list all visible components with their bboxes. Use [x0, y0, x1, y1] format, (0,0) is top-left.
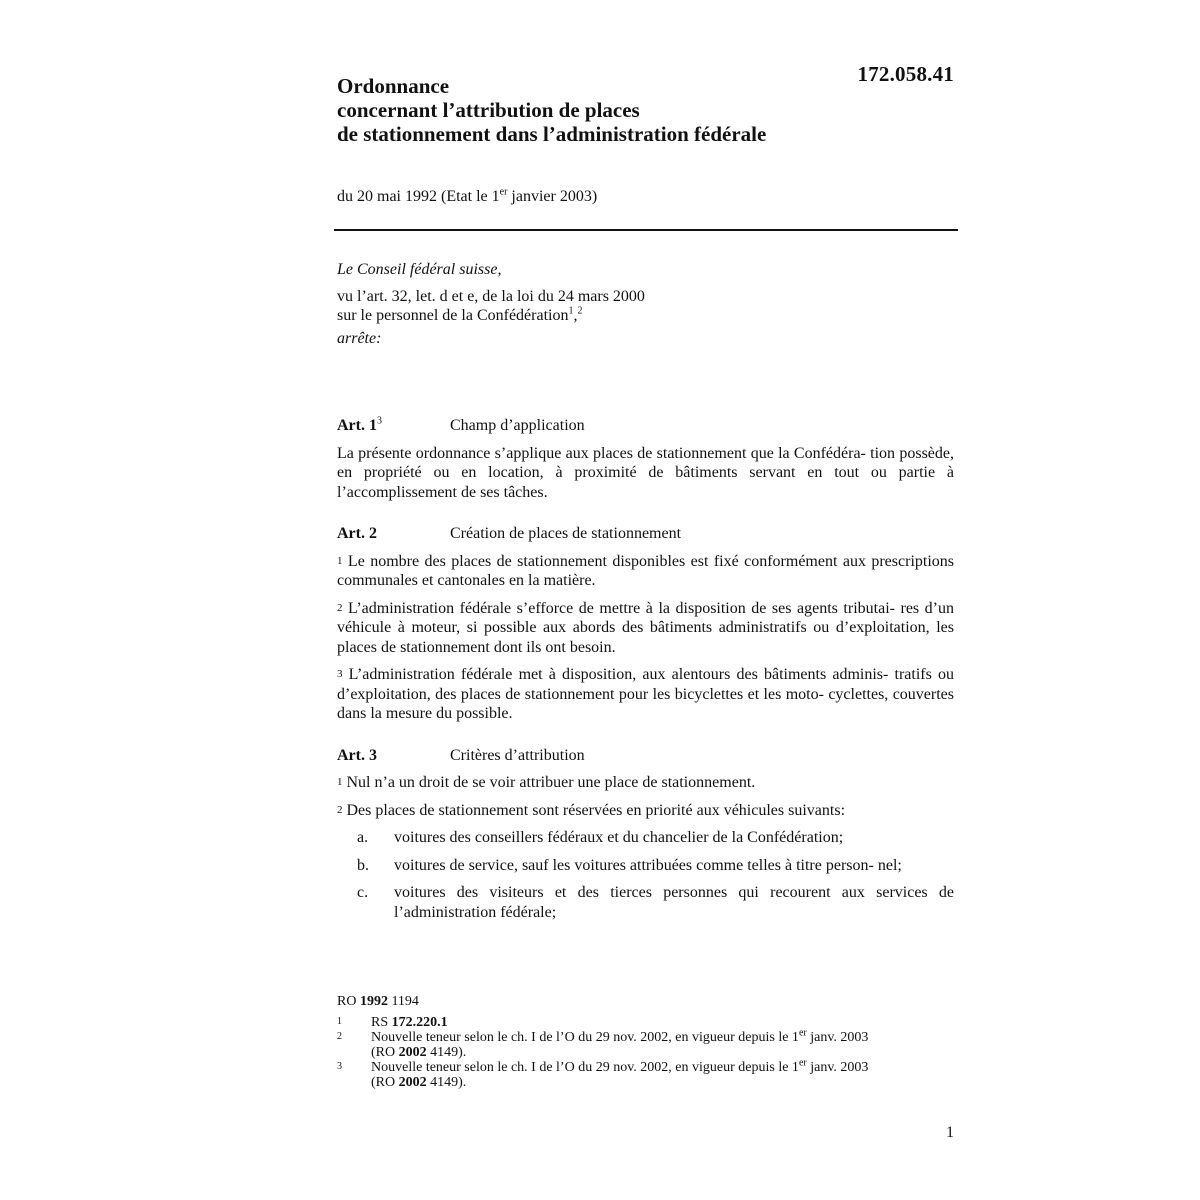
footnote-text — [371, 1027, 954, 1060]
ro-page: 1194 — [387, 994, 419, 1009]
footnote-text-a: Nouvelle teneur selon le ch. I de l’O du 29 nov. 2002, en vigueur depuis le 1 — [371, 1030, 799, 1045]
paragraph-number: 2 — [337, 803, 343, 816]
list-item — [337, 883, 954, 922]
list-item — [337, 828, 954, 848]
basis-text: sur le personnel de la Confédération — [337, 307, 569, 324]
document-body — [337, 416, 954, 944]
footnote-number: 2 — [337, 1031, 342, 1042]
document-date — [337, 188, 597, 206]
footnote-sup: er — [798, 1027, 807, 1039]
footnotes — [337, 994, 954, 1090]
footnote-item — [337, 1027, 954, 1060]
list-text: voitures des visiteurs et des tierces personnes qui recourent aux services de l’administration fédérale; — [394, 884, 954, 921]
list-item — [337, 856, 954, 876]
footnote-text — [371, 1057, 954, 1090]
document-title — [337, 74, 766, 146]
title-line: de stationnement dans l’administration fédérale — [337, 122, 767, 146]
footnote-text-c: (RO — [371, 1075, 399, 1090]
paragraph-text: L’administration fédérale met à disposition, aux alentours des bâtiments adminis- tratifs ou d’exploitation, des places de stationnement pour les bicyclettes et les moto- cyclettes, couvertes dans la mesure du possible. — [337, 666, 955, 722]
date-suffix: janvier 2003) — [507, 188, 598, 205]
article-number-text: Art. 1 — [337, 417, 377, 434]
article-paragraph — [337, 665, 954, 724]
article-number: Art. 3 — [337, 746, 377, 764]
title-line: concernant l’attribution de places — [337, 98, 640, 122]
preamble-decree: arrête: — [337, 330, 382, 347]
page-number: 1 — [946, 1124, 954, 1141]
paragraph-number: 1 — [337, 554, 343, 567]
article-title: Création de places de stationnement — [450, 525, 682, 542]
footnote-number: 1 — [337, 1016, 342, 1027]
preamble-basis-line: vu l’art. 32, let. d et e, de la loi du 24 mars 2000 — [337, 288, 645, 305]
article-paragraph — [337, 599, 954, 658]
paragraph-number: 2 — [337, 601, 343, 614]
article-paragraph: La présente ordonnance s’applique aux places de stationnement que la Confédéra- tion possède, en propriété ou en location, à proximité de bâtiments servant en tout ou partie à l’accomplissement de ses tâches. — [337, 444, 954, 501]
article-3 — [337, 746, 954, 923]
footnote-bold: 2002 — [398, 1075, 427, 1090]
footnote-bold: 172.220.1 — [391, 1015, 448, 1030]
ro-year: 1992 — [359, 994, 388, 1009]
footnote-text-d: 4149). — [426, 1075, 467, 1090]
footnote-text-a: Nouvelle teneur selon le ch. I de l’O du 29 nov. 2002, en vigueur depuis le 1 — [371, 1060, 799, 1075]
preamble-basis-line — [337, 306, 954, 325]
footnote-text-b: janv. 2003 — [806, 1030, 869, 1045]
article-number: Art. 2 — [337, 525, 377, 542]
criteria-list — [337, 828, 954, 922]
title-line: Ordonnance — [337, 74, 450, 98]
footnote-text-c: (RO — [371, 1045, 399, 1060]
ro-prefix: RO — [337, 994, 360, 1009]
article-number — [337, 416, 450, 436]
document-page — [337, 0, 954, 1200]
article-heading — [337, 746, 954, 766]
ro-reference — [337, 994, 954, 1009]
list-text: voitures de service, sauf les voitures attribuées comme telles à titre person- nel; — [394, 856, 902, 874]
footnote-text — [371, 1015, 954, 1030]
footnote-prefix: RS — [371, 1015, 392, 1030]
article-paragraph — [337, 773, 954, 793]
footnote-ref[interactable]: 1 — [568, 305, 574, 317]
footnote-item — [337, 1015, 954, 1030]
footnote-text-b: janv. 2003 — [806, 1060, 869, 1075]
footnote-sup: er — [798, 1057, 807, 1069]
paragraph-text: Le nombre des places de stationnement disponibles est fixé conformément aux prescriptions communales et cantonales en la matière. — [337, 552, 955, 589]
article-paragraph — [337, 801, 954, 821]
article-title: Champ d’application — [450, 417, 585, 434]
paragraph-text: Des places de stationnement sont réservées en priorité aux véhicules suivants: — [346, 801, 846, 819]
paragraph-text: Nul n’a un droit de se voir attribuer une place de stationnement. — [346, 774, 756, 791]
header-divider — [334, 229, 958, 231]
list-text: voitures des conseillers fédéraux et du chancelier de la Confédération; — [394, 829, 844, 846]
article-1 — [337, 416, 954, 502]
date-prefix: du 20 mai 1992 (Etat le 1 — [337, 188, 500, 205]
footnote-number: 3 — [337, 1061, 342, 1072]
footnote-text-d: 4149). — [426, 1045, 467, 1060]
footnote-ref[interactable]: 2 — [577, 305, 583, 317]
paragraph-text: L’administration fédérale s’efforce de mettre à la disposition de ses agents tributai- res d’un véhicule à moteur, si possible aux abords des bâtiments administratifs ou d’exploitation, les places de stationnement dont ils ont besoin. — [337, 599, 955, 656]
list-letter: a. — [357, 829, 369, 846]
paragraph-number: 3 — [337, 668, 343, 680]
article-2 — [337, 524, 954, 724]
preamble-author: Le Conseil fédéral suisse, — [337, 261, 502, 278]
sr-number: 172.058.41 — [857, 62, 954, 86]
list-letter: b. — [357, 856, 369, 874]
paragraph-number: 1 — [337, 776, 343, 788]
basis-comma: , — [573, 307, 578, 324]
date-sup: er — [499, 186, 508, 198]
footnote-item — [337, 1057, 954, 1090]
footnote-bold: 2002 — [398, 1045, 427, 1060]
footnote-ref[interactable]: 3 — [376, 415, 382, 427]
article-paragraph — [337, 552, 954, 591]
article-heading — [337, 524, 954, 544]
preamble — [337, 260, 954, 348]
list-letter: c. — [357, 884, 369, 901]
article-heading — [337, 416, 954, 436]
article-title: Critères d’attribution — [450, 746, 585, 764]
